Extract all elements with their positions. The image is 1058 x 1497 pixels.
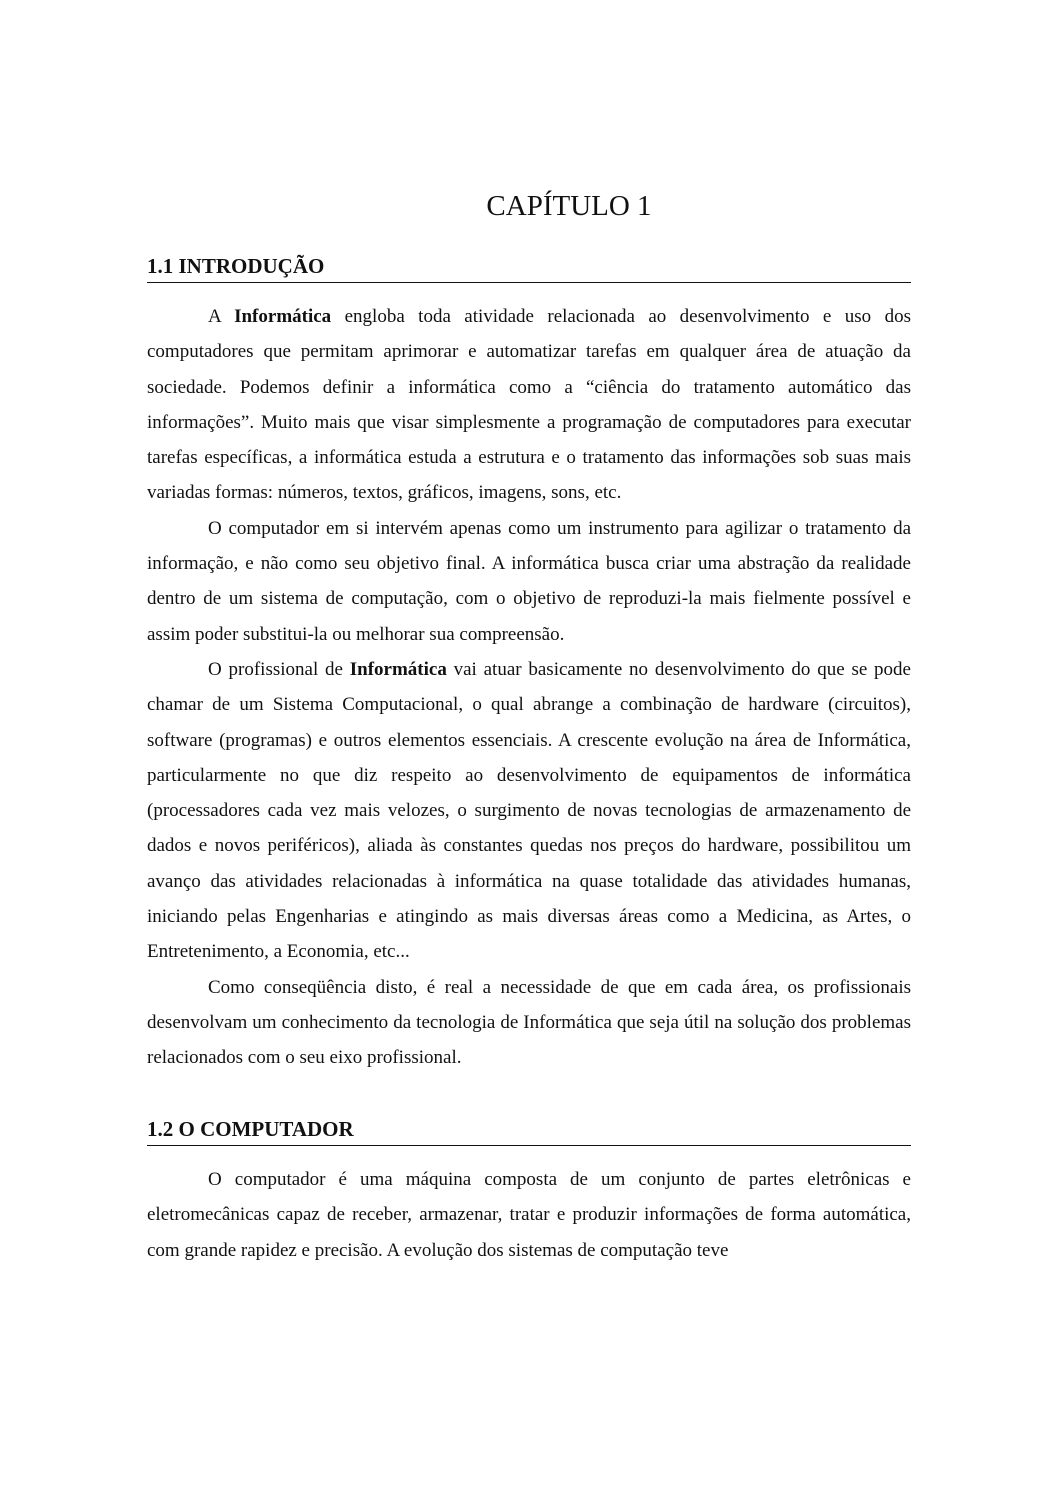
paragraph-computador-definicao: O computador é uma máquina composta de um conjunto de partes eletrônicas e eletromecânicas capaz de receber, armazenar, tratar e produzir informações de forma automática, com grande rapidez e precisão. A evolução dos sistemas de computação teve: [147, 1169, 911, 1261]
paragraph-consequencia: Como conseqüência disto, é real a necessidade de que em cada área, os profissionais desenvolvam um conhecimento da tecnologia de Informática que seja útil na solução dos problemas relacionados com o seu eixo profissional.: [147, 976, 911, 1069]
paragraph-informatica-definition: A Informática engloba toda atividade relacionada ao desenvolvimento e uso dos computadores que permitam aprimorar e automatizar tarefas em qualquer área de atuação da sociedade. Podemos definir a informática como a “ciência do tratamento automático das informações”. Muito mais que visar simplesmente a programação de computadores para executar tarefas específicas, a informática estuda a estrutura e o tratamento das informações sob suas mais variadas formas: números, textos, gráficos, imagens, sons, etc.: [147, 306, 911, 504]
section-introducao: [147, 252, 911, 1076]
section-body: [147, 299, 911, 1076]
bold-term: Informática: [234, 306, 332, 327]
section-heading: 1.1 INTRODUÇÃO: [147, 252, 911, 283]
section-heading: 1.2 O COMPUTADOR: [147, 1115, 911, 1146]
chapter-title: CAPÍTULO 1: [486, 190, 652, 222]
paragraph-profissional: O profissional de Informática vai atuar basicamente no desenvolvimento do que se pode chamar de um Sistema Computacional, o qual abrange a combinação de hardware (circuitos), software (programas) e outros elementos essenciais. A crescente evolução na área de Informática, particularmente no que diz respeito ao desenvolvimento de equipamentos de informática (processadores cada vez mais velozes, o surgimento de novas tecnologias de armazenamento de dados e novos periféricos), aliada às constantes quedas nos preços do hardware, possibilitou um avanço das atividades relacionadas à informática na quase totalidade das atividades humanas, iniciando pelas Engenharias e atingindo as mais diversas áreas como a Medicina, as Artes, o Entretenimento, a Economia, etc...: [147, 658, 911, 963]
bold-term: Informática: [349, 658, 447, 680]
paragraph-computador-instrumento: O computador em si intervém apenas como um instrumento para agilizar o tratamento da informação, e não como seu objetivo final. A informática busca criar uma abstração da realidade dentro de um sistema de computação, com o objetivo de reproduzi-la mais fielmente possível e assim poder substitui-la ou melhorar sua compreensão.: [147, 517, 911, 645]
section-body: [147, 1162, 911, 1268]
section-computador: [147, 1115, 911, 1268]
